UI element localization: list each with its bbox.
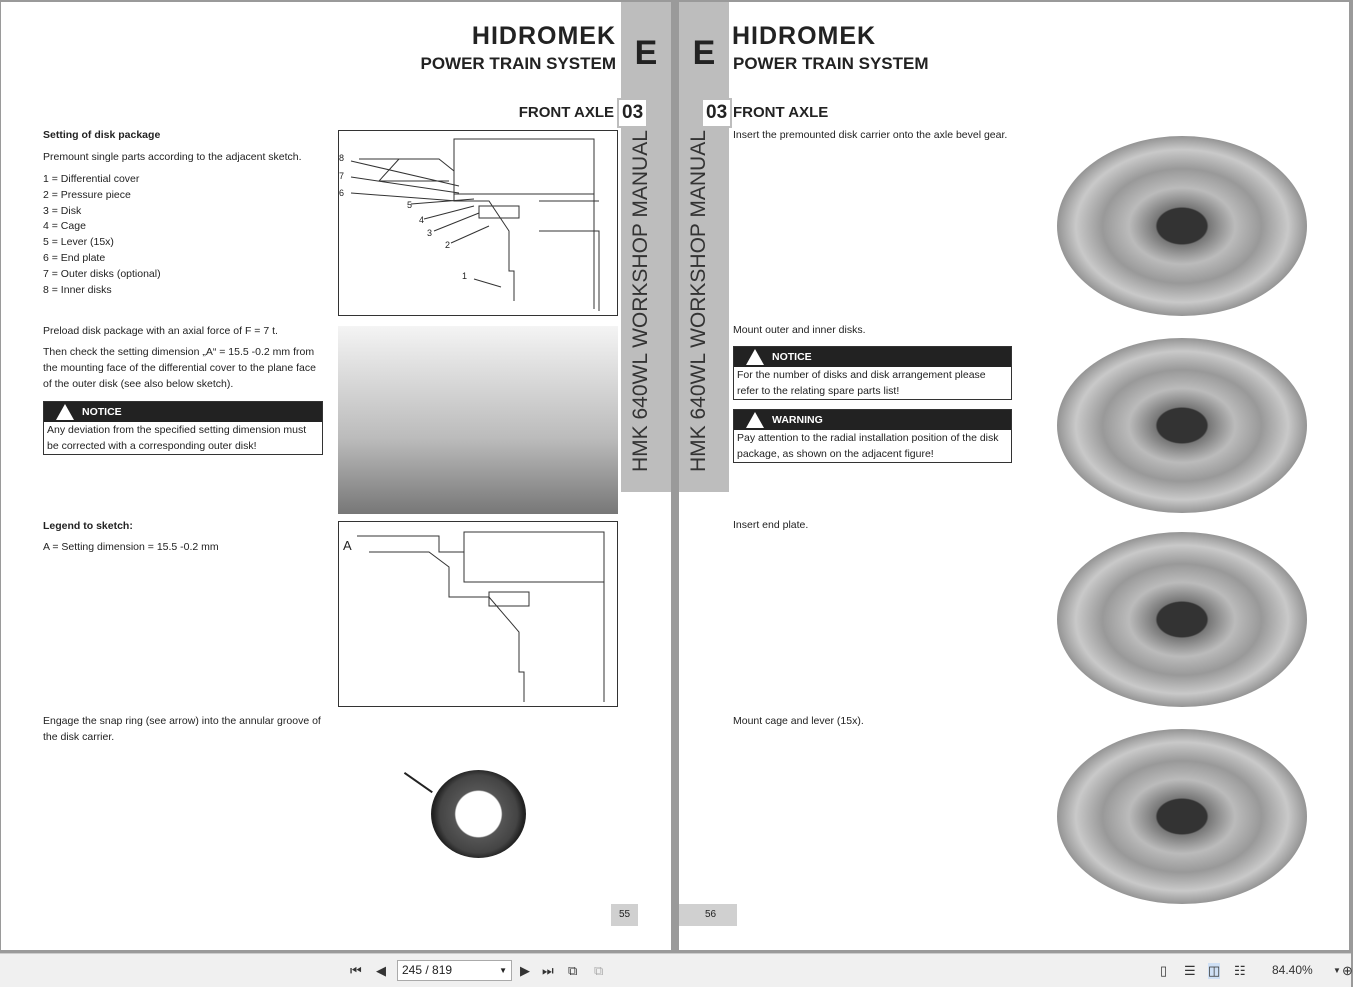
fig-label: 1 <box>462 271 468 281</box>
notice-title: NOTICE <box>772 351 812 363</box>
warning-text: Pay attention to the radial installation position of the disk package, as shown on the adjacent figure! <box>737 432 999 460</box>
legend-heading: Legend to sketch: <box>43 520 133 532</box>
fig-label: 2 <box>445 240 451 250</box>
warning-box <box>733 409 1012 463</box>
part-item: 8 = Inner disks <box>43 283 112 296</box>
chevron-down-icon[interactable]: ▼ <box>499 966 507 975</box>
two-page-icon[interactable]: ◫ <box>1208 963 1221 978</box>
heading: Setting of disk package <box>43 129 161 141</box>
sketch-parts <box>338 130 618 316</box>
notice-box <box>43 401 323 455</box>
part-item: 7 = Outer disks (optional) <box>43 267 161 280</box>
snap-ring-arrow-icon <box>404 772 433 793</box>
page-number-input[interactable] <box>397 960 512 981</box>
snap-text: Engage the snap ring (see arrow) into the annular groove of the disk carrier. <box>43 715 321 743</box>
part-item: 6 = End plate <box>43 251 106 264</box>
part-item: 3 = Disk <box>43 204 82 217</box>
chapter-letter: E <box>634 34 658 72</box>
single-page-icon[interactable]: ▯ <box>1160 963 1168 978</box>
part-item: 1 = Differential cover <box>43 173 140 185</box>
two-page-continuous-icon[interactable]: ☷ <box>1234 963 1246 978</box>
notice-text: For the number of disks and disk arrangement please refer to the relating spare parts list! <box>737 369 986 397</box>
legend-text: A = Setting dimension = 15.5 -0.2 mm <box>43 541 219 553</box>
forward-view-icon[interactable]: ⧉ <box>594 963 604 978</box>
chapter-tab <box>621 2 671 492</box>
continuous-icon[interactable]: ☰ <box>1184 963 1196 978</box>
fig-label: 6 <box>339 188 345 198</box>
fig-label: 3 <box>427 228 433 238</box>
side-title: HMK 640WL WORKSHOP MANUAL <box>629 130 652 472</box>
fig-label: 5 <box>407 200 413 210</box>
right-page <box>679 2 1349 950</box>
preload-text: Preload disk package with an axial force of F = 7 t. <box>43 325 278 337</box>
page-field-value: 245 / 819 <box>402 963 453 977</box>
page-number: 55 <box>611 904 638 926</box>
chapter-letter: E <box>692 34 716 72</box>
pdf-toolbar <box>0 953 1351 987</box>
hidromek-logo: HIDROMEK <box>471 22 616 50</box>
chapter-tab <box>679 2 729 492</box>
intro: Premount single parts according to the adjacent sketch. <box>43 151 302 163</box>
back-view-icon[interactable]: ⧉ <box>568 963 578 978</box>
photo-measuring <box>338 326 618 514</box>
part-item: 2 = Pressure piece <box>43 188 131 201</box>
sketch-drawing <box>339 131 619 317</box>
section-title: FRONT AXLE <box>733 104 829 121</box>
system-title: POWER TRAIN SYSTEM <box>420 54 616 73</box>
notice-box <box>733 346 1012 400</box>
sketch-dimension <box>338 521 618 707</box>
photo-step-2 <box>1057 338 1307 513</box>
check-text: Then check the setting dimension „A“ = 15.5 -0.2 mm from the mounting face of the differential cover to the plane face of the outer disk (see also below sketch). <box>43 346 316 390</box>
next-page-icon[interactable]: ▶ <box>520 963 530 978</box>
snap-ring-image <box>431 770 526 858</box>
warning-triangle-icon <box>746 412 764 428</box>
photo-step-1 <box>1057 136 1307 316</box>
photo-step-3 <box>1057 532 1307 707</box>
system-title: POWER TRAIN SYSTEM <box>733 54 929 73</box>
dimension-label: A <box>343 538 352 553</box>
section-title: FRONT AXLE <box>518 104 614 121</box>
parts-list <box>43 172 161 298</box>
notice-text: Any deviation from the specified setting dimension must be corrected with a corresponding outer disk! <box>47 424 307 452</box>
section-number: 03 <box>701 98 732 128</box>
step-text: Insert the premounted disk carrier onto the axle bevel gear. <box>733 129 1008 141</box>
left-page <box>1 2 671 950</box>
first-page-icon[interactable]: ⏮ <box>350 963 362 978</box>
last-page-icon[interactable]: ⏭ <box>542 963 554 978</box>
photo-step-4 <box>1057 729 1307 904</box>
fig-label: 7 <box>339 171 345 181</box>
fig-label: 4 <box>419 215 425 225</box>
hidromek-logo: HIDROMEK <box>732 22 877 50</box>
fig-label: 8 <box>339 153 345 163</box>
part-item: 5 = Lever (15x) <box>43 236 114 249</box>
zoom-level[interactable]: 84.40% <box>1272 963 1313 977</box>
step-text: Mount cage and lever (15x). <box>733 715 864 727</box>
warning-triangle-icon <box>746 349 764 365</box>
part-item: 4 = Cage <box>43 220 86 233</box>
warning-triangle-icon <box>56 404 74 420</box>
prev-page-icon[interactable]: ◀ <box>376 963 386 978</box>
zoom-dropdown-icon[interactable]: ▼ <box>1333 966 1341 975</box>
section-number: 03 <box>617 98 648 128</box>
step-text: Insert end plate. <box>733 519 809 531</box>
side-title: HMK 640WL WORKSHOP MANUAL <box>687 130 710 472</box>
zoom-in-icon[interactable]: ⊕ <box>1342 963 1353 978</box>
notice-title: NOTICE <box>82 406 122 418</box>
page-number: 56 <box>679 904 737 926</box>
sketch-drawing <box>339 522 619 708</box>
step-text: Mount outer and inner disks. <box>733 324 866 336</box>
warning-title: WARNING <box>772 414 823 426</box>
